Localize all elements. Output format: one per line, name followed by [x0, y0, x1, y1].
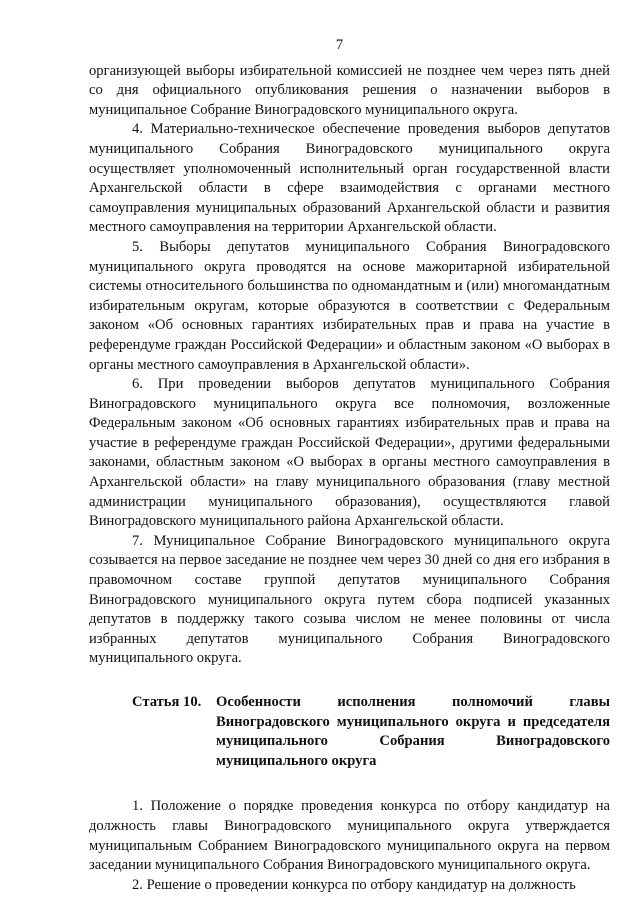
page-number: 7: [335, 37, 344, 53]
paragraph-item-1: 1. Положение о порядке проведения конкурса по отбору кандидатур на должность главы Виноградовского муниципального округа утверждается муниципальным Собранием Виноградовского муниципального округа на первом заседании муниципального Собрания Виноградовского муниципального округа.: [89, 798, 610, 874]
paragraph-item-5: 5. Выборы депутатов муниципального Собрания Виноградовского муниципального округа проводятся на основе мажоритарной избирательной системы относительного большинства по одномандатным и (или) многомандатным избирательным округам, которые образуются в соответствии с Федеральным законом «Об основных гарантиях избирательных прав и права на участие в референдуме граждан Российской Федерации» и областным законом «О выборах в органы местного самоуправления в Архангельской области».: [89, 238, 610, 373]
paragraph-item-7: 7. Муниципальное Собрание Виноградовского муниципального округа созывается на первое заседание не позднее чем через 30 дней со дня его избрания в правомочном составе группой депутатов муниципального Собрания Виноградовского муниципального округа путем сбора подписей указанных депутатов в поддержку такого созыва числом не менее половины от числа избранных депутатов муниципального Собрания Виноградовского муниципального округа.: [89, 532, 610, 667]
paragraph-item-2: 2. Решение о проведении конкурса по отбору кандидатур на должность: [132, 876, 576, 893]
paragraph-item-4: 4. Материально-техническое обеспечение проведения выборов депутатов муниципального Собрания Виноградовского муниципального округа осуществляет уполномоченный исполнительный орган государственной власти Архангельской области в сфере взаимодействия с органами местного самоуправления муниципальных образований Архангельской области и развития местного самоуправления на территории Архангельской области.: [89, 121, 610, 236]
article-title: Особенности исполнения полномочий главы Виноградовского муниципального округа и председателя муниципального Собрания Виноградовского муниципального округа: [216, 694, 610, 769]
article-number: Статья 10.: [132, 694, 202, 710]
paragraph-continued: организующей выборы избирательной комиссией не позднее чем через пять дней со дня официального опубликования решения о назначении выборов в муниципальное Собрание Виноградовского муниципального округа.: [89, 62, 610, 118]
article-heading: [89, 693, 610, 771]
paragraph-item-6: 6. При проведении выборов депутатов муниципального Собрания Виноградовского муниципального округа все полномочия, возложенные Федеральным законом «Об основных гарантиях избирательных прав и права на участие в референдуме граждан Российской Федерации», другими федеральными законами, областным законом «О выборах в органы местного самоуправления в Архангельской области» на главу муниципального образования (главу местной администрации муниципального образования), осуществляются главой Виноградовского муниципального района Архангельской области.: [89, 376, 610, 530]
